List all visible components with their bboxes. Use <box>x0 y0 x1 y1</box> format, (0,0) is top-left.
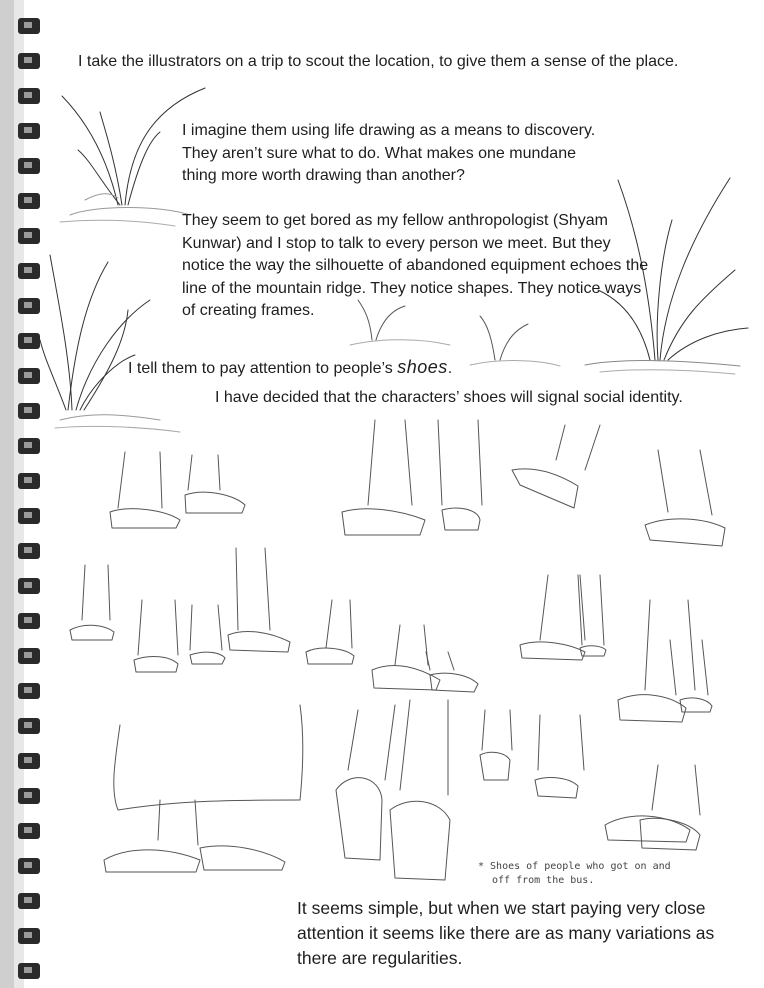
closing-line: there are regularities. <box>297 948 463 968</box>
paragraph-line: Kunwar) and I stop to talk to every person we meet. But they <box>182 234 611 252</box>
paragraph-discovery <box>182 120 595 188</box>
grass-sketch-left <box>40 255 180 432</box>
shoes-sentence-end: . <box>447 360 453 377</box>
shoes-emphasis: shoes <box>397 357 448 377</box>
feet-sketch-4 <box>70 565 225 672</box>
feet-sketch-2 <box>342 420 482 535</box>
feet-sketch-10 <box>336 700 450 880</box>
feet-sketch-5 <box>228 548 354 664</box>
feet-sketch-11 <box>480 710 584 798</box>
annotation-line: * Shoes of people who got on and <box>478 861 671 872</box>
paragraph-line: of creating frames. <box>182 302 315 319</box>
feet-sketch-6 <box>372 625 478 692</box>
paragraph-line: They seem to get bored as my fellow anthropologist (Shyam <box>182 212 608 229</box>
closing-paragraph <box>297 896 714 971</box>
closing-line: attention it seems like there are as many variations as <box>297 923 715 943</box>
paragraph-line: line of the mountain ridge. They notice shapes. They notice ways <box>182 279 642 297</box>
closing-line: It seems simple, but when we start paying very close <box>297 898 706 918</box>
decided-text: I have decided that the characters’ shoes will signal social identity. <box>215 389 683 406</box>
paragraph-line: notice the way the silhouette of abandoned equipment echoes the <box>182 257 649 274</box>
feet-sketch-3 <box>512 425 725 546</box>
shoes-sentence-start: I tell them to pay attention to people’s <box>128 360 398 377</box>
paragraph-line: thing more worth drawing than another? <box>182 167 465 184</box>
paragraph-line: I imagine them using life drawing as a means to discovery. <box>182 122 596 139</box>
feet-sketch-9 <box>104 705 303 872</box>
feet-sketch-12 <box>605 765 700 850</box>
feet-sketch-7 <box>520 575 606 660</box>
intro-text: I take the illustrators on a trip to scout the location, to give them a sense of the place. <box>78 53 679 70</box>
annotation-line: off from the bus. <box>492 875 595 886</box>
feet-sketch-1 <box>110 452 245 528</box>
feet-sketch-8 <box>618 600 712 722</box>
shoes-sentence <box>128 356 452 381</box>
handwritten-annotation <box>478 860 671 888</box>
paragraph-line: They aren’t sure what to do. What makes one mundane <box>182 144 576 162</box>
paragraph-bored <box>182 210 648 323</box>
